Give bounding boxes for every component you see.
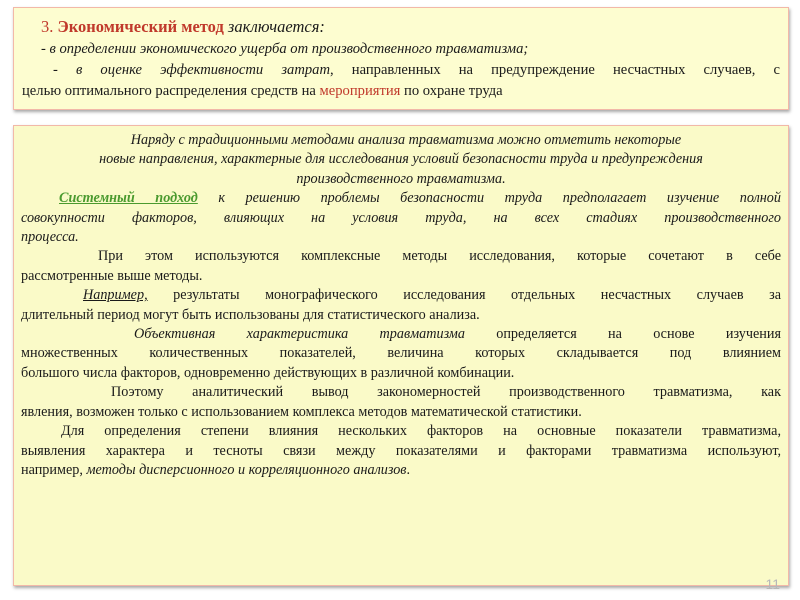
p5-line2: множественных количественных показателей, величина которых складывается под влиянием — [21, 345, 781, 362]
p7-line2: выявления характера и тесноты связи между показателями и факторами травматизма используют, — [21, 442, 781, 459]
p1-line1: Наряду с традиционными методами анализа травматизма можно отметить некоторые — [130, 132, 682, 148]
top-text-box — [13, 7, 789, 110]
p2-rest: к решению проблемы безопасности труда предполагает изучение полной — [197, 190, 781, 207]
p6-line2: явления, возможен только с использованием комплекса методов математической статистики. — [21, 403, 582, 420]
p4-line2: длительный период могут быть использованы для статистического анализа. — [21, 306, 480, 323]
p1-line2: новые направления, характерные для исследования условий безопасности труда и предупреждения — [99, 151, 703, 168]
heading-rest: заключается: — [223, 17, 325, 36]
method-point-1: - в определении экономического ущерба от производственного травматизма; — [41, 41, 529, 57]
p7-last-a: например, — [21, 461, 87, 478]
systemic-approach-term: Системный подход — [59, 190, 198, 207]
p2-line2: совокупности факторов, влияющих на условия труда, на всех стадиях производственного — [21, 209, 781, 226]
p2-line3: процесса. — [21, 229, 79, 246]
point-2-cont-a: целью оптимального распределения средств на — [22, 83, 320, 99]
main-text-box — [13, 125, 789, 586]
point-2-italic: - в оценке эффективности затрат — [53, 62, 330, 78]
heading-number: 3. — [41, 17, 58, 36]
point-2-cont-b: по охране труда — [400, 83, 503, 99]
p5-rest: определяется на основе изучения — [464, 326, 782, 343]
p5-line3: большого числа факторов, одновременно действующих в различной комбинации. — [21, 364, 515, 381]
method-point-2-cont — [22, 81, 780, 102]
p4-rest: результаты монографического исследования отдельных несчастных случаев за — [147, 287, 781, 304]
example-term: Например, — [83, 287, 148, 304]
method-point-2 — [22, 60, 780, 81]
objective-term: Объективная характеристика травматизма — [134, 326, 465, 343]
p4-line1 — [21, 286, 781, 305]
p6-line1: Поэтому аналитический вывод закономерностей производственного травматизма, как — [111, 384, 781, 401]
p7-last-b: . — [406, 461, 411, 478]
p1-line3: производственного травматизма. — [296, 170, 506, 187]
slide-number: 11 — [765, 576, 780, 592]
p3-line1: При этом используются комплексные методы исследования, которые сочетают в себе — [98, 248, 781, 265]
p5-line1 — [21, 325, 781, 344]
point-2-rest: , направленных на предупреждение несчастных случаев, с — [330, 62, 780, 78]
point-2-red-word: мероприятия — [319, 83, 401, 99]
p7-line3 — [21, 461, 781, 480]
heading-bold: Экономический метод — [57, 17, 224, 36]
p3-line2: рассмотренные выше методы. — [21, 267, 203, 284]
p2-line1 — [21, 189, 781, 208]
analysis-methods-term: методы дисперсионного и корреляционного анализов — [86, 461, 407, 478]
method-heading — [22, 16, 780, 39]
p7-line1: Для определения степени влияния нескольких факторов на основные показатели травматизма, — [61, 423, 781, 440]
